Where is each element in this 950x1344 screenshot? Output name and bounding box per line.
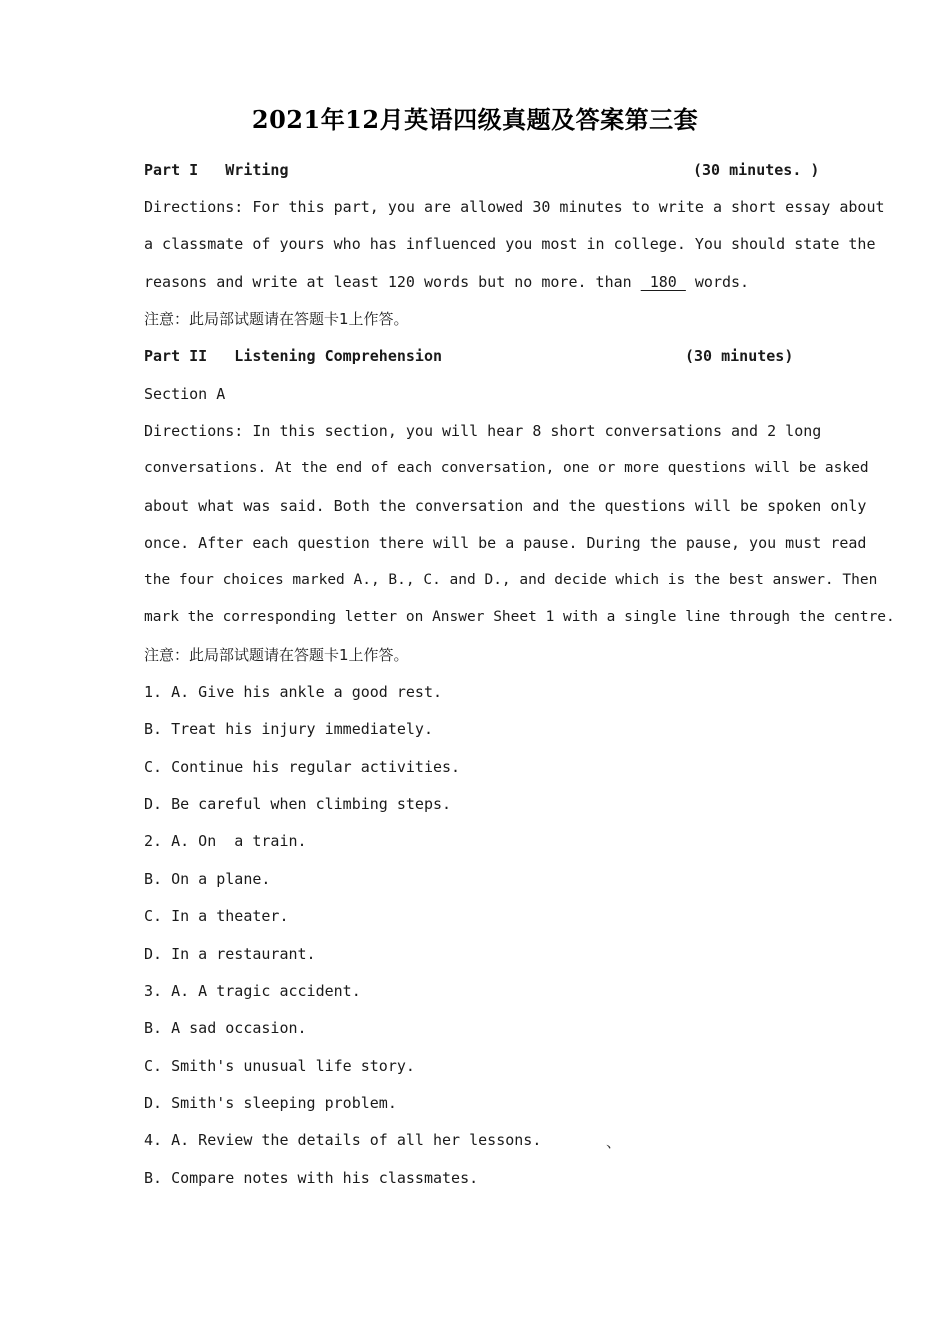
question-option: 4. A. Review the details of all her lessons. [144,1131,542,1149]
question-option: D. In a restaurant. [144,945,316,963]
part1-note: 注意：此局部试题请在答题卡1上作答。 [144,310,409,328]
question-option: B. On a plane. [144,870,271,888]
part2-directions-line: about what was said. Both the conversation and the questions will be spoken only [144,497,867,515]
part1-heading: Part I Writing [144,161,289,179]
question-option: 2. A. On a train. [144,832,307,850]
part2-time: (30 minutes) [685,347,794,365]
stray-mark: 、 [606,1133,622,1151]
question-option: B. Treat his injury immediately. [144,720,433,738]
part2-directions-line: conversations. At the end of each conversation, one or more questions will be asked [144,460,869,476]
word-limit-suffix: words. [685,273,750,291]
part1-directions-line: a classmate of yours who has influenced you most in college. You should state the [144,235,876,253]
part1-directions-text: reasons and write at least 120 words but no more. than [144,273,641,291]
part2-directions-line: Directions: In this section, you will hear 8 short conversations and 2 long [144,422,822,440]
question-option: D. Smith's sleeping problem. [144,1094,397,1112]
part2-note: 注意：此局部试题请在答题卡1上作答。 [144,646,409,664]
question-option: D. Be careful when climbing steps. [144,795,452,813]
part2-directions-line: the four choices marked A., B., C. and D., and decide which is the best answer. Then [144,572,878,588]
word-limit-blank: 180 [640,273,686,291]
part2-heading: Part II Listening Comprehension [144,347,443,365]
question-option: C. Continue his regular activities. [144,758,461,776]
question-option: 1. A. Give his ankle a good rest. [144,683,443,701]
section-a-label: Section A [144,385,226,403]
part1-time: (30 minutes. ) [693,161,820,179]
question-option: B. A sad occasion. [144,1019,307,1037]
question-option: B. Compare notes with his classmates. [144,1169,479,1187]
part2-directions-line: once. After each question there will be a pause. During the pause, you must read [144,534,867,552]
question-option: C. Smith's unusual life story. [144,1057,415,1075]
part2-directions-line: mark the corresponding letter on Answer Sheet 1 with a single line through the centre. [144,609,895,625]
question-option: C. In a theater. [144,907,289,925]
page-title: 2021年12月英语四级真题及答案第三套 [251,105,699,134]
question-option: 3. A. A tragic accident. [144,982,361,1000]
part1-directions-line: Directions: For this part, you are allowed 30 minutes to write a short essay about [144,198,885,216]
part1-directions-line [144,272,749,292]
